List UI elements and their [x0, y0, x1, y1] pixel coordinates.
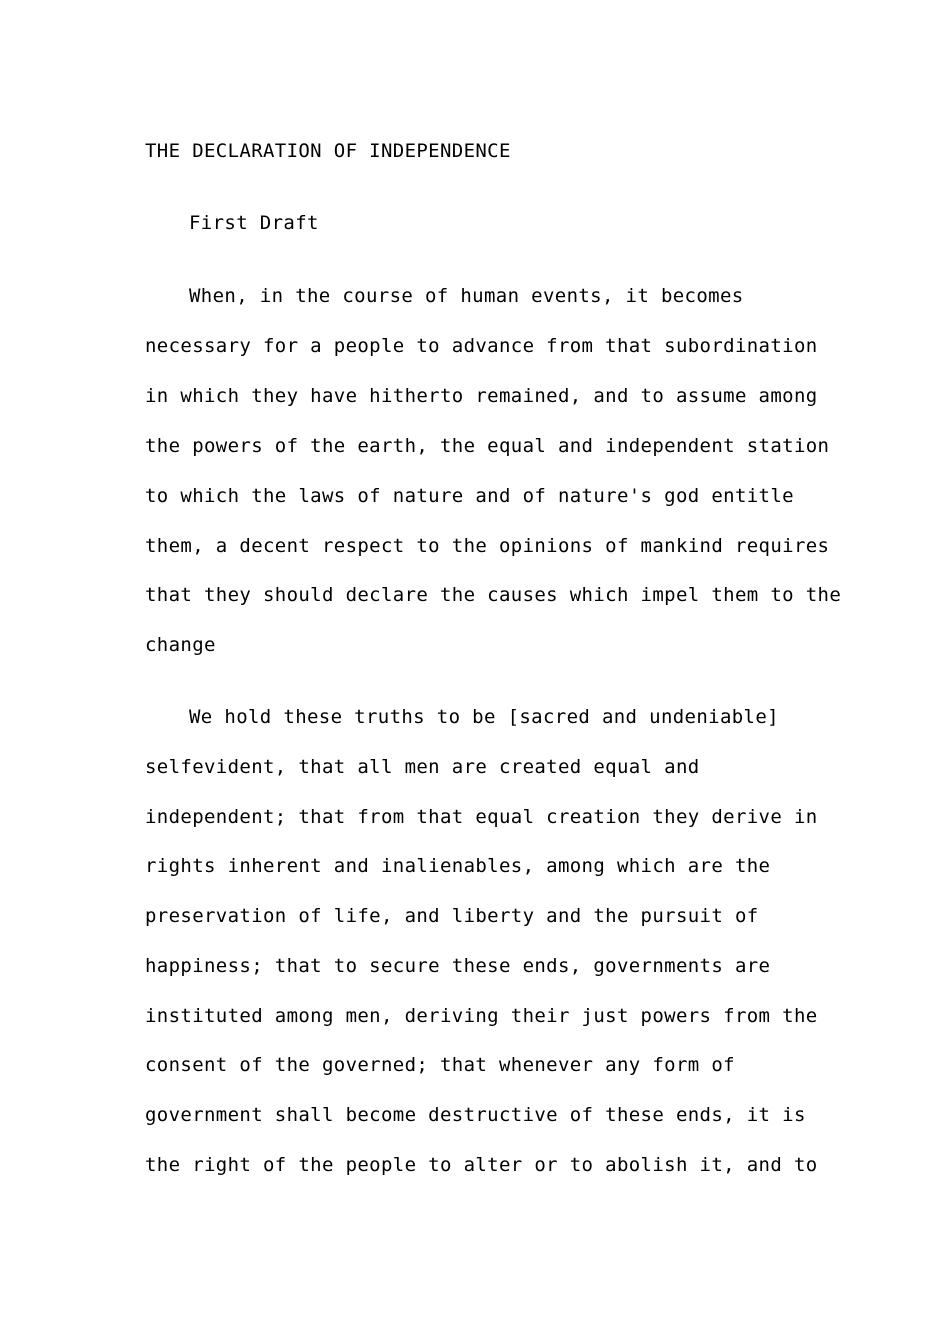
paragraph-line: rights inherent and inalienables, among which are the [145, 855, 771, 877]
paragraph-line: change [145, 634, 216, 656]
paragraph-line: preservation of life, and liberty and the pursuit of [145, 905, 759, 927]
paragraph-line: the right of the people to alter or to abolish it, and to [145, 1154, 818, 1176]
paragraph-line: consent of the governed; that whenever any form of [145, 1054, 735, 1076]
paragraph-line: the powers of the earth, the equal and independent station [145, 435, 830, 457]
paragraph-line: to which the laws of nature and of nature's god entitle [145, 485, 794, 507]
paragraph-line: government shall become destructive of these ends, it is [145, 1104, 806, 1126]
paragraph-line: instituted among men, deriving their just powers from the [145, 1005, 818, 1027]
paragraph-line: When, in the course of human events, it becomes [189, 285, 744, 307]
paragraph-line: that they should declare the causes which impel them to the [145, 584, 842, 606]
paragraph-line: selfevident, that all men are created equal and [145, 756, 700, 778]
paragraph-line: happiness; that to secure these ends, governments are [145, 955, 771, 977]
paragraph-line: We hold these truths to be [sacred and undeniable] [189, 706, 779, 728]
paragraph-line: them, a decent respect to the opinions of mankind requires [145, 535, 830, 557]
paragraph-line: independent; that from that equal creation they derive in [145, 806, 818, 828]
paragraph-line: in which they have hitherto remained, and to assume among [145, 385, 818, 407]
paragraph-line: necessary for a people to advance from that subordination [145, 335, 818, 357]
document-title: THE DECLARATION OF INDEPENDENCE [145, 140, 511, 162]
document-subtitle: First Draft [189, 212, 319, 234]
